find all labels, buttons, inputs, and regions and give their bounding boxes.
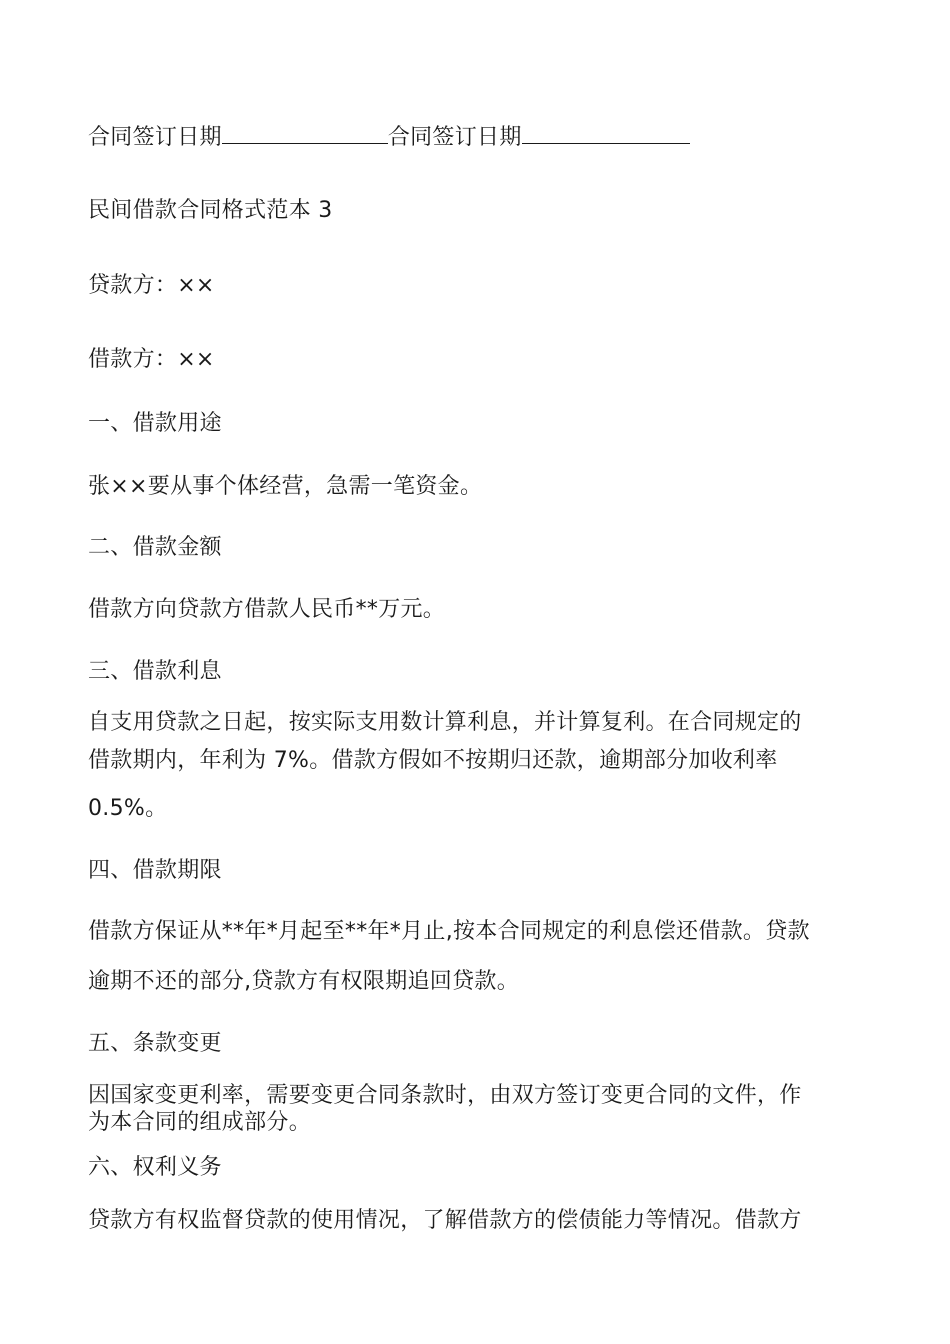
section-3-line-3: 0.5%。 (88, 796, 168, 821)
lender-line: 贷款方：×× (88, 273, 215, 298)
section-3-line-1: 自支用贷款之日起，按实际支用数计算利息，并计算复利。在合同规定的 (88, 710, 802, 735)
section-4-line-2: 逾期不还的部分,贷款方有权限期追回贷款。 (88, 969, 519, 994)
signing-date-label-2: 合同签订日期 (387, 125, 522, 150)
section-3-heading: 三、借款利息 (88, 659, 222, 684)
section-5-heading: 五、条款变更 (88, 1031, 222, 1056)
section-1-heading: 一、借款用途 (88, 411, 222, 436)
section-5-line-1: 因国家变更利率，需要变更合同条款时，由双方签订变更合同的文件，作 (88, 1083, 802, 1108)
document-title: 民间借款合同格式范本 3 (88, 198, 333, 223)
section-6-line-1: 贷款方有权监督贷款的使用情况，了解借款方的偿债能力等情况。借款方 (88, 1208, 802, 1233)
section-4-line-1: 借款方保证从**年*月起至**年*月止,按本合同规定的利息偿还借款。贷款 (88, 919, 810, 944)
section-3-line-2: 借款期内，年利为 7%。借款方假如不按期归还款，逾期部分加收利率 (88, 748, 778, 773)
section-2-heading: 二、借款金额 (88, 535, 222, 560)
borrower-line: 借款方：×× (88, 347, 215, 372)
section-3-text (88, 704, 862, 780)
section-4-heading: 四、借款期限 (88, 858, 222, 883)
section-2-text: 借款方向贷款方借款人民币**万元。 (88, 597, 446, 622)
section-5-line-2: 为本合同的组成部分。 (88, 1110, 312, 1135)
signing-date-blank-2 (522, 121, 690, 144)
signing-date-blank-1 (222, 121, 388, 144)
signing-date-label-1: 合同签订日期 (88, 125, 222, 150)
section-5-text (88, 1082, 862, 1136)
section-6-heading: 六、权利义务 (88, 1155, 222, 1180)
signing-date-line (88, 121, 690, 153)
section-1-text: 张××要从事个体经营，急需一笔资金。 (88, 474, 483, 499)
